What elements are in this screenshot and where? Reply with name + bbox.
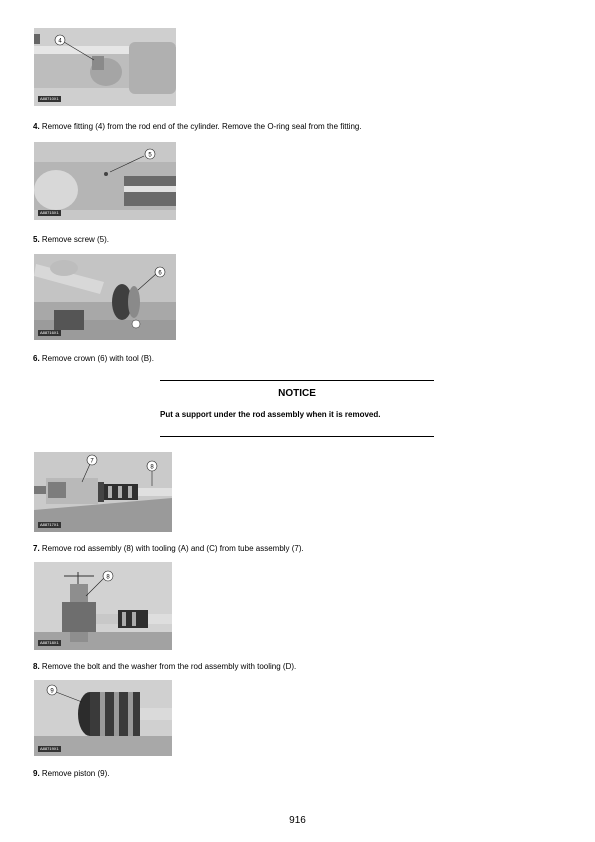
callout-4: 4 bbox=[58, 38, 62, 45]
notice-title: NOTICE bbox=[278, 388, 316, 399]
callout-5: 5 bbox=[148, 152, 152, 159]
step-8: 8. Remove the bolt and the washer from the rod assembly with tooling (D). bbox=[33, 662, 297, 671]
callout-7: 7 bbox=[90, 458, 94, 465]
notice-top-rule bbox=[160, 380, 434, 381]
callout-8: 8 bbox=[150, 464, 154, 471]
photo-tag: A88715X1 bbox=[40, 210, 59, 215]
photo-fitting bbox=[34, 28, 176, 106]
photo-tag: A88717X1 bbox=[40, 522, 59, 527]
photo-crown bbox=[34, 254, 176, 340]
photo-tag: A88719X1 bbox=[40, 746, 59, 751]
photo-screw bbox=[34, 142, 176, 220]
photo-piston bbox=[34, 680, 172, 756]
callout-8b: 8 bbox=[106, 574, 110, 581]
step-4: 4. Remove fitting (4) from the rod end of the cylinder. Remove the O-ring seal from the fitting. bbox=[33, 122, 362, 131]
step-7: 7. Remove rod assembly (8) with tooling (A) and (C) from tube assembly (7). bbox=[33, 544, 304, 553]
step-5: 5. Remove screw (5). bbox=[33, 235, 110, 244]
photo-tag: A88716X1 bbox=[40, 330, 59, 335]
step-6: 6. Remove crown (6) with tool (B). bbox=[33, 354, 154, 363]
page-number: 916 bbox=[289, 815, 306, 826]
photo-rod-assembly bbox=[34, 452, 172, 532]
callout-9: 9 bbox=[50, 688, 54, 695]
photo-tag: A88710X1 bbox=[40, 96, 59, 101]
notice-body: Put a support under the rod assembly when it is removed. bbox=[160, 410, 381, 419]
photo-tag: A88718X1 bbox=[40, 640, 59, 645]
photo-bolt-washer bbox=[34, 562, 172, 650]
callout-6: 6 bbox=[158, 270, 162, 277]
notice-bottom-rule bbox=[160, 436, 434, 437]
step-9: 9. Remove piston (9). bbox=[33, 769, 110, 778]
